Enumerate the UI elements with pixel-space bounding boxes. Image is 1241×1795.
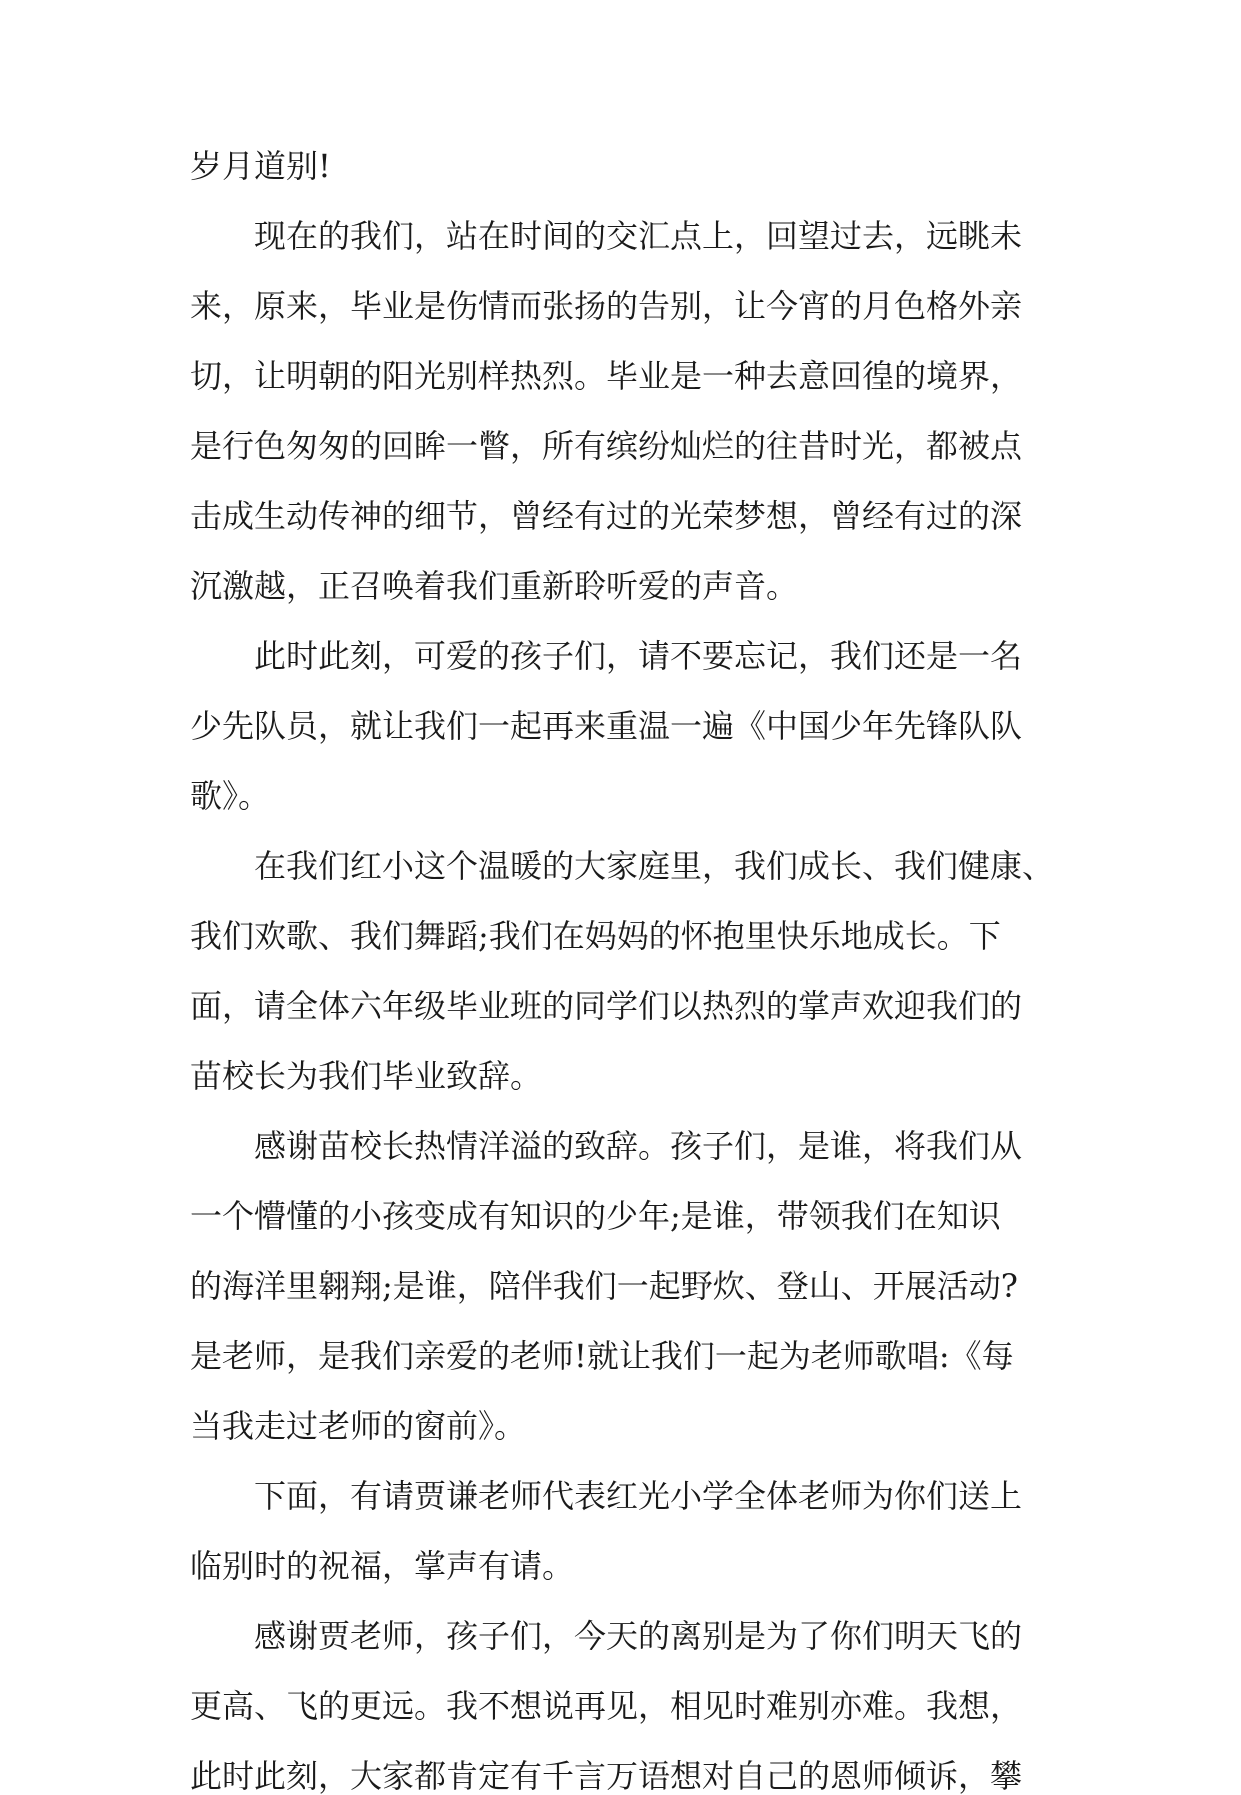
text-line: 下面，有请贾谦老师代表红光小学全体老师为你们送上 — [190, 1477, 1023, 1515]
text-line: 感谢贾老师，孩子们，今天的离别是为了你们明天飞的 — [190, 1617, 1023, 1655]
text-line: 一个懵懂的小孩变成有知识的少年;是谁，带领我们在知识 — [190, 1197, 1001, 1235]
text-line: 来，原来，毕业是伤情而张扬的告别，让今宵的月色格外亲 — [190, 287, 1023, 325]
text-line: 歌》。 — [190, 777, 271, 815]
text-line: 面，请全体六年级毕业班的同学们以热烈的掌声欢迎我们的 — [190, 987, 1023, 1025]
text-line: 切，让明朝的阳光别样热烈。毕业是一种去意回徨的境界， — [190, 357, 1023, 395]
document-body — [190, 147, 1070, 1795]
text-line: 此时此刻，大家都肯定有千言万语想对自己的恩师倾诉，攀 — [190, 1757, 1023, 1795]
text-line: 我们欢歌、我们舞蹈;我们在妈妈的怀抱里快乐地成长。下 — [190, 917, 1001, 955]
text-line: 在我们红小这个温暖的大家庭里，我们成长、我们健康、 — [190, 847, 1055, 885]
text-line: 更高、飞的更远。我不想说再见，相见时难别亦难。我想， — [190, 1687, 1023, 1725]
text-line: 少先队员，就让我们一起再来重温一遍《中国少年先锋队队 — [190, 707, 1023, 745]
text-line: 苗校长为我们毕业致辞。 — [190, 1057, 543, 1095]
text-line: 是老师，是我们亲爱的老师!就让我们一起为老师歌唱:《每 — [190, 1337, 1014, 1375]
text-line: 沉激越，正召唤着我们重新聆听爱的声音。 — [190, 567, 799, 605]
text-line: 感谢苗校长热情洋溢的致辞。孩子们，是谁，将我们从 — [190, 1127, 1023, 1165]
text-line: 此时此刻，可爱的孩子们，请不要忘记，我们还是一名 — [190, 637, 1023, 675]
text-line: 击成生动传神的细节，曾经有过的光荣梦想，曾经有过的深 — [190, 497, 1023, 535]
text-line: 的海洋里翱翔;是谁，陪伴我们一起野炊、登山、开展活动? — [190, 1267, 1018, 1305]
text-line: 岁月道别! — [190, 147, 331, 185]
text-line: 当我走过老师的窗前》。 — [190, 1407, 527, 1445]
text-line: 现在的我们，站在时间的交汇点上，回望过去，远眺未 — [190, 217, 1023, 255]
text-line: 是行色匆匆的回眸一瞥，所有缤纷灿烂的往昔时光，都被点 — [190, 427, 1023, 465]
text-line: 临别时的祝福，掌声有请。 — [190, 1547, 575, 1585]
